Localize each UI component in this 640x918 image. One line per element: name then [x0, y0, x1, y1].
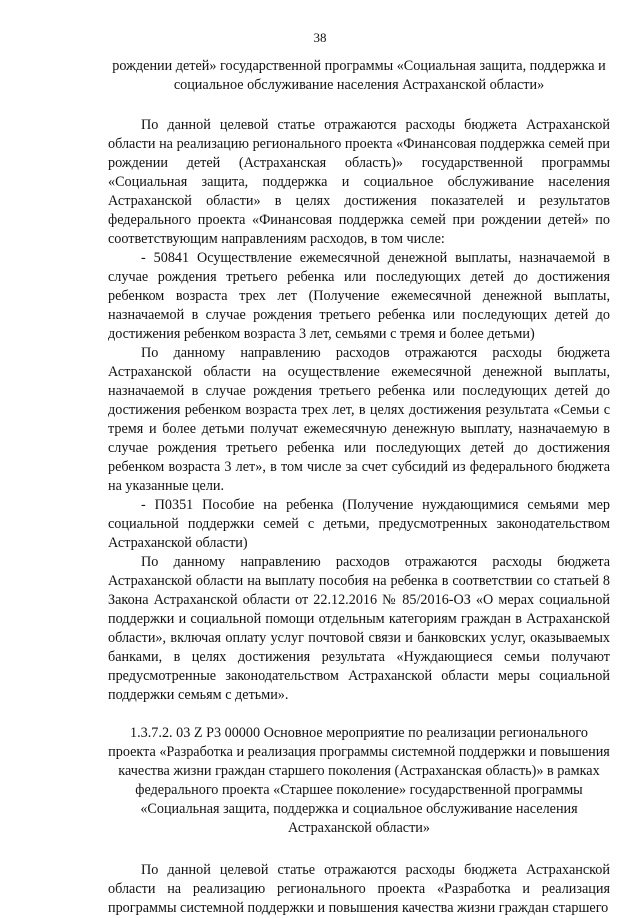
paragraph-item-50841: - 50841 Осуществление ежемесячной денежной выплаты, назначаемой в случае рождения третьего ребенка или последующих детей до достижения ребенком возраста трех лет (Получение ежемесячной денежной выплаты, назначаемой в случае рождения третьего ребенка или последующих детей до достижения ребенком возраста 3 лет, семьями с тремя и более детьми) [108, 250, 610, 342]
paragraph-intro: По данной целевой статье отражаются расходы бюджета Астраханской области на реализацию регионального проекта «Финансовая поддержка семей при рождении детей (Астраханская область)» государственной программы «Социальная защита, поддержка и социальное обслуживание населения Астраханской области» в целях достижения показателей и результатов федерального проекта «Финансовая поддержка семей при рождении детей» по соответствующим направлениям расходов, в том числе: [108, 117, 610, 247]
paragraph-p0351-description: По данному направлению расходов отражаются расходы бюджета Астраханской области на выплату пособия на ребенка в соответствии со статьей 8 Закона Астраханской области от 22.12.2016 № 85/2016-ОЗ «О мерах социальной поддержки и социальной помощи отдельным категориям граждан в Астраханской области», включая оплату услуг почтовой связи и банковских услуг, оказываемых банками, в целях достижения результата «Нуждающиеся семьи получают предусмотренные законодательством Астраханской области меры социальной поддержки семьям с детьми». [108, 554, 610, 703]
continued-heading: рождении детей» государственной программы «Социальная защита, поддержка и социальное обслуживание населения Астраханской области» [112, 58, 606, 93]
paragraph-item-p0351: - П0351 Пособие на ребенка (Получение нуждающимися семьями мер социальной поддержки семей с детьми, предусмотренных законодательством Астраханской области) [108, 497, 610, 551]
page-number: 38 [313, 30, 327, 45]
paragraph-final: По данной целевой статье отражаются расходы бюджета Астраханской области на реализацию регионального проекта «Разработка и реализация программы системной поддержки и повышения качества жизни граждан старшего [108, 862, 610, 916]
section-heading: 1.3.7.2. 03 Z P3 00000 Основное мероприятие по реализации регионального проекта «Разработка и реализация программы системной поддержки и повышения качества жизни граждан старшего поколения (Астраханская область)» в рамках федерального проекта «Старшее поколение» государственной программы «Социальная защита, поддержка и социальное обслуживание населения Астраханской области» [108, 725, 610, 836]
paragraph-50841-description: По данному направлению расходов отражаются расходы бюджета Астраханской области на осуществление ежемесячной денежной выплаты, назначаемой в случае рождения третьего ребенка или последующих детей до достижения ребенком возраста трех лет, в целях достижения результата «Семьи с тремя и более детьми получат ежемесячную денежную выплату, назначаемую в случае рождения третьего ребенка или последующих детей до достижения ребенком возраста 3 лет», в том числе за счет субсидий из федерального бюджета на указанные цели. [108, 345, 610, 494]
document-body [108, 57, 610, 918]
